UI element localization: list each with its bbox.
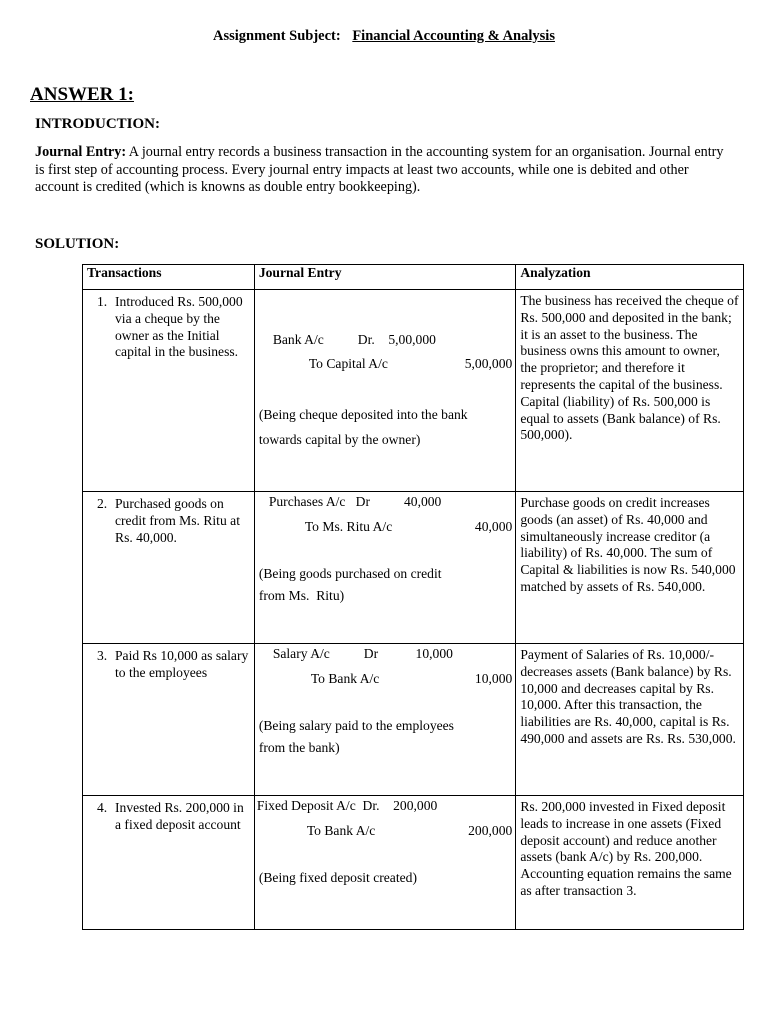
narration-line-1: (Being salary paid to the employees xyxy=(258,718,454,733)
analysis-text: Purchase goods on credit increases goods (an asset) of Rs. 40,000 and simultaneously increase creditor (a liability) of Rs. 40,000. The sum of Capital & liabilities is now Rs. 540,000 matched by assets of Rs. 540,000. xyxy=(520,495,736,594)
transaction-cell xyxy=(83,492,255,644)
debit-line: Bank A/c Dr. 5,00,000 xyxy=(272,332,436,347)
journal-entry-cell xyxy=(254,796,516,930)
analysis-text: The business has received the cheque of Rs. 500,000 and deposited in the bank; it is an asset to the business. The business owns this amount to owner, the proprietor; and therefore it represents the capital of the business. Capital (liability) of Rs. 500,000 is equal to assets (Bank balance) of Rs. 500,000). xyxy=(520,293,739,443)
transaction-cell xyxy=(83,290,255,492)
header-label: Assignment Subject: xyxy=(213,28,341,44)
debit-line: Fixed Deposit A/c Dr. 200,000 xyxy=(256,798,438,813)
credit-line: To Bank A/c xyxy=(306,823,376,838)
transaction-text: Invested Rs. 200,000 in a fixed deposit account xyxy=(115,800,244,832)
header-transactions: Transactions xyxy=(83,265,255,290)
table-row xyxy=(83,644,744,796)
credit-line: To Capital A/c xyxy=(308,356,388,371)
assignment-header xyxy=(0,28,768,45)
narration-line-1: (Being goods purchased on credit xyxy=(258,566,442,581)
analysis-text: Rs. 200,000 invested in Fixed deposit leads to increase in one assets (Fixed deposit account) and reduce another assets (bank A/c) by Rs. 200,000. Accounting equation remains the same as after transaction 3. xyxy=(520,799,732,898)
debit-line: Purchases A/c Dr 40,000 xyxy=(268,494,442,509)
transaction-cell xyxy=(83,796,255,930)
transaction-cell xyxy=(83,644,255,796)
row-number: 1. xyxy=(97,294,108,309)
transaction-text: Introduced Rs. 500,000 via a cheque by the owner as the Initial capital in the business. xyxy=(115,294,243,360)
analysis-cell xyxy=(516,290,744,492)
analysis-cell xyxy=(516,796,744,930)
intro-term: Journal Entry: xyxy=(35,144,127,160)
table-header-row xyxy=(83,265,744,290)
analysis-cell xyxy=(516,492,744,644)
transaction-text: Paid Rs 10,000 as salary to the employees xyxy=(115,648,249,680)
narration-line-2: from Ms. Ritu) xyxy=(258,588,345,603)
intro-text: A journal entry records a business transaction in the accounting system for an organisation. Journal entry is first step of accounting process. Every journal entry impacts at least two accounts, while one is debited and other account is credited (which is knowns as double entry bookkeeping). xyxy=(35,144,724,195)
table-row xyxy=(83,492,744,644)
credit-line: To Ms. Ritu A/c xyxy=(304,519,393,534)
debit-line: Salary A/c Dr 10,000 xyxy=(272,646,453,661)
narration-line-1: (Being cheque deposited into the bank xyxy=(258,407,468,422)
credit-amount: 10,000 xyxy=(474,671,513,686)
credit-amount: 40,000 xyxy=(474,519,513,534)
journal-table xyxy=(82,264,744,930)
answer-title: ANSWER 1: xyxy=(30,84,134,105)
solution-heading: SOLUTION: xyxy=(35,236,120,252)
row-number: 2. xyxy=(97,496,108,511)
transaction-text: Purchased goods on credit from Ms. Ritu at Rs. 40,000. xyxy=(115,496,240,545)
journal-entry-cell xyxy=(254,492,516,644)
credit-amount: 200,000 xyxy=(468,823,513,838)
analysis-cell xyxy=(516,644,744,796)
table-row xyxy=(83,290,744,492)
credit-amount: 5,00,000 xyxy=(464,356,513,371)
subject-title: Financial Accounting & Analysis xyxy=(352,28,555,44)
intro-paragraph xyxy=(35,144,735,197)
narration-line-2: towards capital by the owner) xyxy=(258,432,421,447)
row-number: 3. xyxy=(97,648,108,663)
journal-entry-cell xyxy=(254,290,516,492)
credit-line: To Bank A/c xyxy=(310,671,380,686)
header-journal-entry: Journal Entry xyxy=(254,265,516,290)
narration-line-2: from the bank) xyxy=(258,740,340,755)
journal-entry-cell xyxy=(254,644,516,796)
analysis-text: Payment of Salaries of Rs. 10,000/- decreases assets (Bank balance) by Rs. 10,000 and decreases capital by Rs. 10,000. After this transaction, the liabilities are Rs. 40,000, capital is Rs. 490,000 and assets are Rs. Rs. 530,000. xyxy=(520,647,736,746)
intro-heading: INTRODUCTION: xyxy=(35,116,161,132)
table-row xyxy=(83,796,744,930)
narration-line-1: (Being fixed deposit created) xyxy=(258,870,417,885)
header-analyzation: Analyzation xyxy=(516,265,744,290)
row-number: 4. xyxy=(97,800,108,815)
